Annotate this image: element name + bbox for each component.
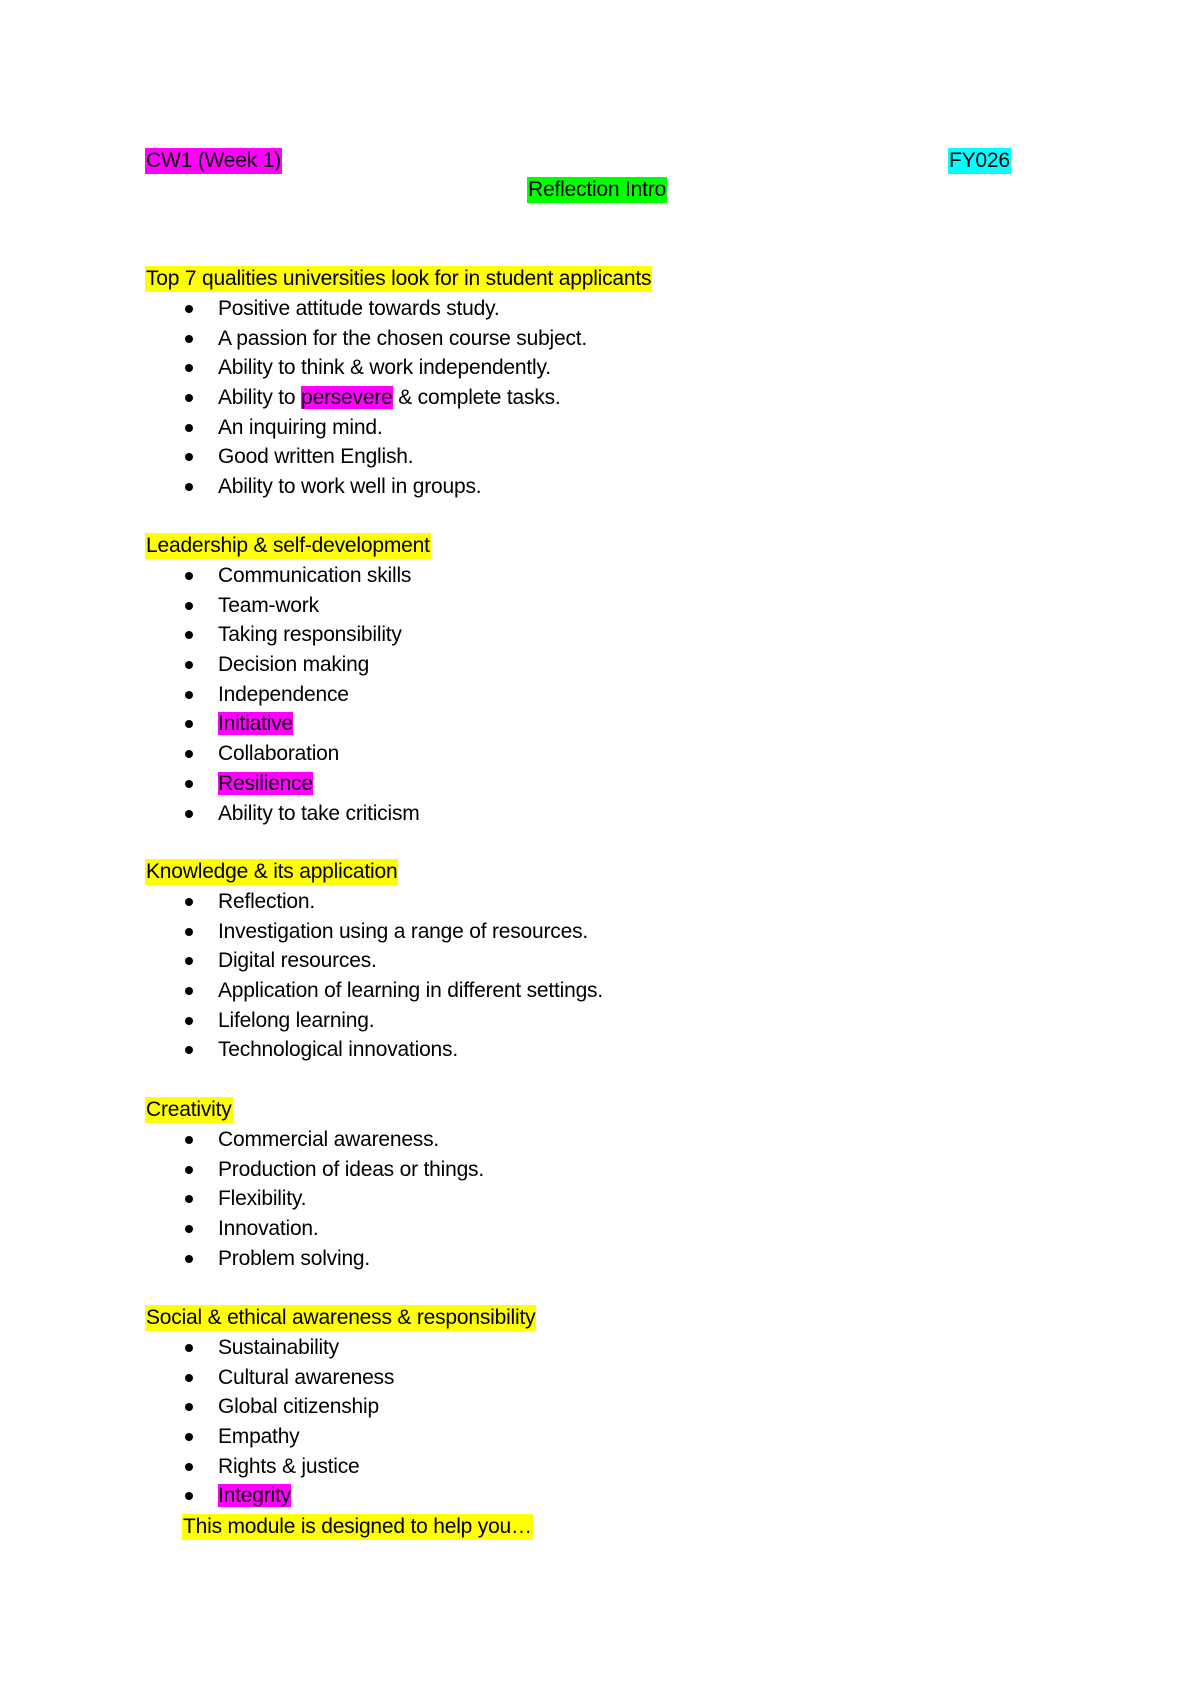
list-item: Taking responsibility xyxy=(145,620,420,650)
page-title: Reflection Intro xyxy=(528,178,667,201)
list-item: Lifelong learning. xyxy=(145,1006,603,1036)
bullet-icon xyxy=(185,1046,193,1054)
list-item: Ability to take criticism xyxy=(145,799,420,829)
list-item: Positive attitude towards study. xyxy=(145,294,587,324)
list-item: Digital resources. xyxy=(145,946,603,976)
list-item: Rights & justice xyxy=(145,1452,394,1482)
bullet-icon xyxy=(185,780,193,788)
qualities-list xyxy=(145,294,587,502)
highlighted-word: persevere xyxy=(301,386,393,410)
week-label: CW1 (Week 1) xyxy=(146,149,281,172)
list-item: Integrity xyxy=(145,1481,394,1511)
list-item: Commercial awareness. xyxy=(145,1125,484,1155)
bullet-icon xyxy=(185,424,193,432)
list-item: Innovation. xyxy=(145,1214,484,1244)
list-item: Global citizenship xyxy=(145,1392,394,1422)
leadership-list xyxy=(145,561,420,828)
bullet-icon xyxy=(185,1017,193,1025)
list-item: Ability to work well in groups. xyxy=(145,472,587,502)
bullet-icon xyxy=(185,364,193,372)
bullet-icon xyxy=(185,661,193,669)
list-item: Cultural awareness xyxy=(145,1363,394,1393)
bullet-icon xyxy=(185,572,193,580)
list-item: Technological innovations. xyxy=(145,1035,603,1065)
list-item: Problem solving. xyxy=(145,1244,484,1274)
list-item: Ability to persevere & complete tasks. xyxy=(145,383,587,413)
course-code: FY026 xyxy=(949,149,1010,172)
section-heading-leadership: Leadership & self-development xyxy=(146,534,430,557)
section-heading-qualities: Top 7 qualities universities look for in student applicants xyxy=(146,267,652,290)
bullet-icon xyxy=(185,1492,193,1500)
list-item: Flexibility. xyxy=(145,1184,484,1214)
bullet-icon xyxy=(185,483,193,491)
list-item: Production of ideas or things. xyxy=(145,1155,484,1185)
list-item: Sustainability xyxy=(145,1333,394,1363)
list-item: Ability to think & work independently. xyxy=(145,353,587,383)
bullet-icon xyxy=(185,1166,193,1174)
section-heading-knowledge: Knowledge & its application xyxy=(146,860,398,883)
bullet-icon xyxy=(185,453,193,461)
list-item: Investigation using a range of resources. xyxy=(145,917,603,947)
section-heading-creativity: Creativity xyxy=(146,1098,232,1121)
list-item: Resilience xyxy=(145,769,420,799)
bullet-icon xyxy=(185,1433,193,1441)
bullet-icon xyxy=(185,1344,193,1352)
list-item: Team-work xyxy=(145,591,420,621)
bullet-icon xyxy=(185,691,193,699)
knowledge-list xyxy=(145,887,603,1065)
bullet-icon xyxy=(185,1463,193,1471)
list-item: A passion for the chosen course subject. xyxy=(145,324,587,354)
list-item: An inquiring mind. xyxy=(145,413,587,443)
bullet-icon xyxy=(185,1403,193,1411)
bullet-icon xyxy=(185,987,193,995)
list-item: Communication skills xyxy=(145,561,420,591)
list-item: Collaboration xyxy=(145,739,420,769)
bullet-icon xyxy=(185,957,193,965)
module-note: This module is designed to help you… xyxy=(183,1515,532,1538)
bullet-icon xyxy=(185,898,193,906)
section-heading-social: Social & ethical awareness & responsibility xyxy=(146,1306,536,1329)
list-item: Good written English. xyxy=(145,442,587,472)
bullet-icon xyxy=(185,305,193,313)
list-item: Independence xyxy=(145,680,420,710)
list-item: Application of learning in different settings. xyxy=(145,976,603,1006)
list-item: Initiative xyxy=(145,709,420,739)
bullet-icon xyxy=(185,720,193,728)
bullet-icon xyxy=(185,1374,193,1382)
list-item: Empathy xyxy=(145,1422,394,1452)
list-item: Reflection. xyxy=(145,887,603,917)
bullet-icon xyxy=(185,602,193,610)
bullet-icon xyxy=(185,1225,193,1233)
bullet-icon xyxy=(185,1195,193,1203)
bullet-icon xyxy=(185,1255,193,1263)
bullet-icon xyxy=(185,631,193,639)
social-list xyxy=(145,1333,394,1511)
list-item: Decision making xyxy=(145,650,420,680)
creativity-list xyxy=(145,1125,484,1273)
bullet-icon xyxy=(185,750,193,758)
bullet-icon xyxy=(185,335,193,343)
bullet-icon xyxy=(185,810,193,818)
bullet-icon xyxy=(185,928,193,936)
bullet-icon xyxy=(185,394,193,402)
bullet-icon xyxy=(185,1136,193,1144)
